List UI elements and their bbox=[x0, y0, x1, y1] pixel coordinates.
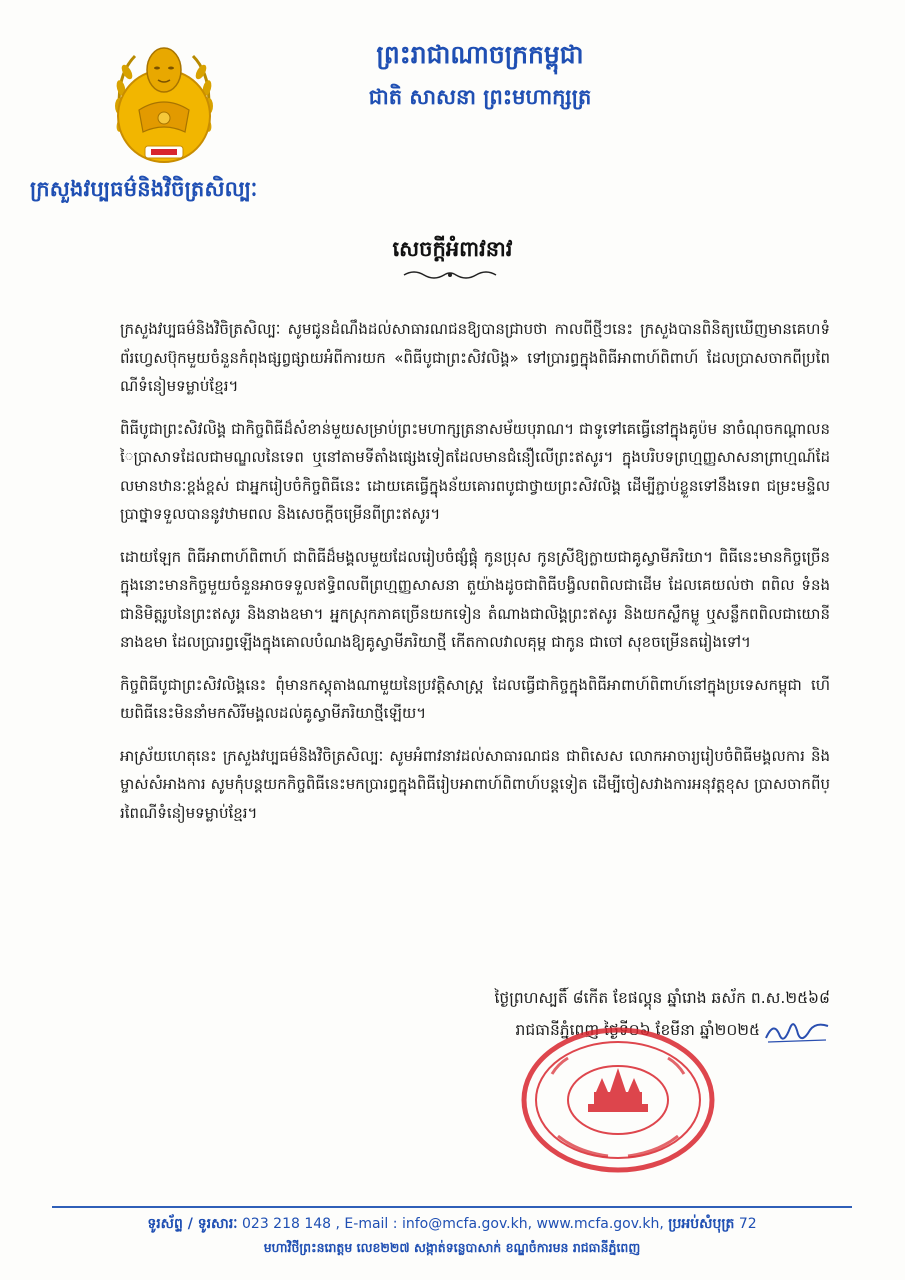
paragraph: កិច្ចពិធីបូជាព្រះសិវលិង្គនេះ ពុំមានកស្តុតាងណាមួយនៃប្រវត្តិសាស្ត្រ ដែលធ្វើជាកិច្ចក្នុងពិធីអាពាហ៍ពិពាហ៍នៅក្នុងប្រទេសកម្ពុជា ហើយពិធីនេះមិននាំមកសិរីមង្គលដល់គូស្វាមីភរិយាថ្មីឡើយ។ bbox=[120, 675, 830, 722]
paragraph: ដោយឡែក ពិធីអាពាហ៍ពិពាហ៍ ជាពិធីដ៏មង្គលមួយដែលរៀបចំផ្សំផ្គុំ កូនប្រុស កូនស្រីឱ្យក្លាយជាគូស្វាមីភរិយា។ ពិធីនេះមានកិច្ចច្រើន ក្នុងនោះមានកិច្ចមួយចំនួនអាចទទួលឥទ្ធិពលពីព្រហ្មញ្ញសាសនា តួយ៉ាងដូចជាពិធីបង្វិលពពិលជាដើម ដែលគេយល់ថា ពពិល ទំនងជានិមិត្តរូបនៃព្រះឥសូរ និងនាងឧមា។ អ្នកស្រុកភាគច្រើនយកទៀន តំណាងជាលិង្គព្រះឥសូរ និងយកស្លឹកម្លូ ឬសន្លឹកពពិលជាយោនីនាងឧមា ដែលប្រារព្ធឡើងក្នុងគោលបំណងឱ្យគូស្វាមីភរិយាថ្មី កើតកាលវាលគុម្ព ជាកូន ជាចៅ សុខចម្រើនតរៀងទៅ។ bbox=[120, 547, 830, 651]
website: www.mcfa.gov.kh, bbox=[536, 1216, 664, 1232]
document-body bbox=[120, 315, 830, 841]
official-seal-icon bbox=[518, 1024, 718, 1176]
phone-number: 023 218 148 , bbox=[242, 1216, 340, 1232]
solar-date: រាជធានីភ្នំពេញ ថ្ងៃទី០៦ ខែមីនា ឆ្នាំ២០២៥ bbox=[515, 1021, 760, 1039]
lunar-date: ថ្ងៃព្រហស្បតិ៍ ៨កើត ខែផល្គុន ឆ្នាំរោង ឆស័ក ព.ស.២៥៦៨ bbox=[494, 989, 830, 1007]
kingdom-heading: ព្រះរាជាណាចក្រកម្ពុជា bbox=[376, 40, 584, 69]
footer-address: មហាវិថីព្រះនរោត្តម លេខ២២៧ សង្កាត់ទន្លេបាសាក់ ខណ្ឌចំការមន រាជធានីភ្នំពេញ bbox=[263, 1240, 641, 1255]
footer-contact bbox=[52, 1214, 852, 1235]
paragraph: ពិធីបូជាព្រះសិវលិង្គ ជាកិច្ចពិធីដ៏សំខាន់មួយសម្រាប់ព្រះមហាក្សត្រនាសម័យបុរាណ។ ជាទូទៅគេធ្វើនៅក្នុងគូប៉ម នាចំណុចកណ្តាលនៃប្រាសាទដែលជាមណ្ឌលនៃទេព ឬនៅតាមទីតាំងផ្សេងទៀតដែលមានជំនឿលើព្រះឥសូរ។ ក្នុងបរិបទព្រហ្មញ្ញសាសនាព្រាហ្មណ៍ដែលមានឋានៈខ្ពង់ខ្ពស់ ជាអ្នករៀបចំកិច្ចពិធីនេះ ដោយគេធ្វើក្នុងន័យគោរពបូជាថ្វាយព្រះសិវលិង្គ ដើម្បីភ្ជាប់ខ្លួនទៅនឹងទេព ជម្រះមន្ទិល ប្រាថ្នាទទួលបាននូវឋាមពល និងសេចក្តីចម្រើនពីព្រះឥសូរ។ bbox=[120, 419, 830, 523]
signature-icon bbox=[762, 1010, 832, 1050]
document-title: សេចក្តីអំពាវនាវ bbox=[392, 237, 513, 261]
email-label: E-mail : bbox=[344, 1216, 398, 1232]
ministry-name: ក្រសួងវប្បធម៌និងវិចិត្រសិល្បៈ bbox=[30, 177, 258, 201]
national-motto: ជាតិ សាសនា ព្រះមហាក្សត្រ bbox=[368, 85, 592, 109]
pobox-number: 72 bbox=[738, 1216, 757, 1232]
pobox-label: ប្រអប់សំបុត្រ bbox=[668, 1216, 735, 1232]
email-address: info@mcfa.gov.kh, bbox=[401, 1216, 533, 1232]
paragraph: ក្រសួងវប្បធម៌និងវិចិត្រសិល្បៈ សូមជូនដំណឹងដល់សាធារណជនឱ្យបានជ្រាបថា កាលពីថ្មីៗនេះ ក្រសួងបានពិនិត្យឃើញមានគេហទំព័រហ្វេសប៊ុកមួយចំនួនកំពុងផ្សព្វផ្សាយអំពីការយក «ពិធីបូជាព្រះសិវលិង្គ» ទៅប្រារព្ធក្នុងពិធីអាពាហ៍ពិពាហ៍ ដែលប្រាសចាកពីប្រពៃណីទំនៀមទម្លាប់ខ្មែរ។ bbox=[120, 320, 830, 395]
ministry-emblem-icon bbox=[105, 36, 223, 178]
footer-divider bbox=[52, 1206, 852, 1208]
phone-label: ទូរស័ព្ទ / ទូរសារៈ bbox=[147, 1216, 238, 1232]
paragraph: អាស្រ័យហេតុនេះ ក្រសួងវប្បធម៌និងវិចិត្រសិល្បៈ សូមអំពាវនាវដល់សាធារណជន ជាពិសេស លោកអាចារ្យរៀបចំពិធីមង្គលការ និងម្ចាស់សំអាងការ សូមកុំបន្តយកកិច្ចពិធីនេះមកប្រារព្ធក្នុងពិធីរៀបអាពាហ៍ពិពាហ៍បន្តទៀត ដើម្បីចៀសវាងការអនុវត្តខុស ប្រាសចាកពីប្រពៃណីទំនៀមទម្លាប់ខ្មែរ។ bbox=[120, 746, 830, 822]
title-ornament-icon bbox=[400, 268, 500, 282]
